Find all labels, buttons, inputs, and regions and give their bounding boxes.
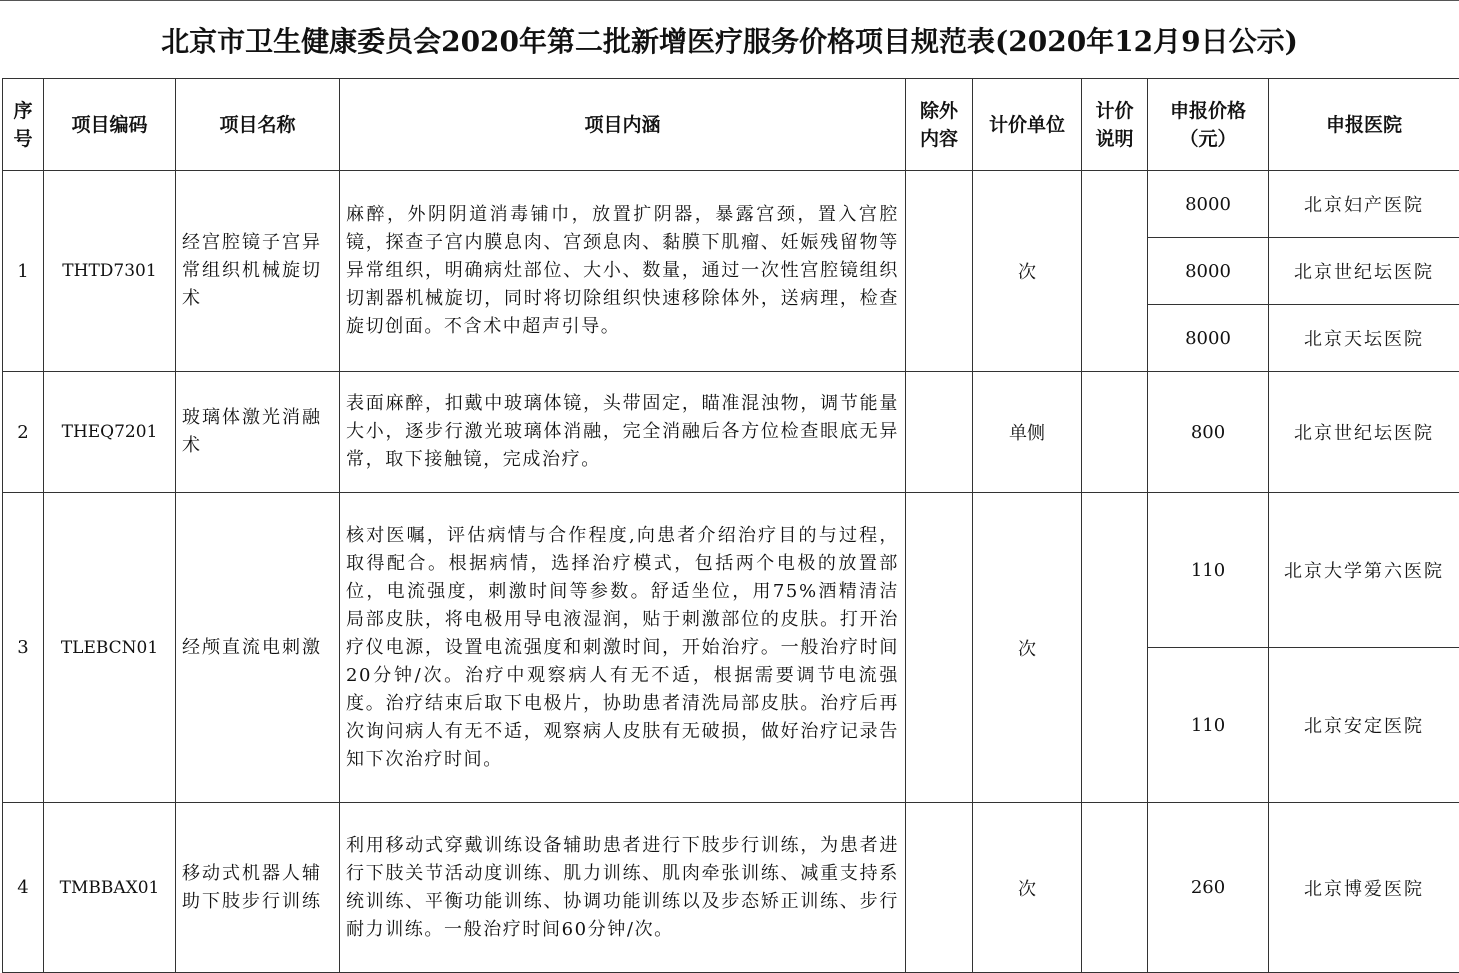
- row-exclusion: [906, 493, 973, 803]
- row-price: 260: [1148, 803, 1269, 973]
- row-hospital: 北京安定医院: [1269, 648, 1459, 803]
- header-price: 申报价格（元）: [1148, 79, 1269, 171]
- header-unit: 计价单位: [973, 79, 1082, 171]
- row-name: 经宫腔镜子宫异常组织机械旋切术: [176, 171, 340, 372]
- header-seq: 序号: [3, 79, 44, 171]
- table-row: [3, 493, 1459, 648]
- row-seq: 4: [3, 803, 44, 973]
- row-price: 8000: [1148, 238, 1269, 305]
- row-name: 玻璃体激光消融术: [176, 372, 340, 493]
- row-seq: 3: [3, 493, 44, 803]
- page-title: 北京市卫生健康委员会2020年第二批新增医疗服务价格项目规范表(2020年12月9日公示): [0, 0, 1459, 78]
- row-note: [1082, 171, 1148, 372]
- row-price: 8000: [1148, 305, 1269, 372]
- header-hospital: 申报医院: [1269, 79, 1459, 171]
- header-content: 项目内涵: [340, 79, 906, 171]
- row-note: [1082, 493, 1148, 803]
- row-content: 表面麻醉，扣戴中玻璃体镜，头带固定，瞄准混浊物，调节能量大小，逐步行激光玻璃体消融，完全消融后各方位检查眼底无异常，取下接触镜，完成治疗。: [340, 372, 906, 493]
- table-row: [3, 171, 1459, 238]
- table-row: [3, 372, 1459, 493]
- row-code: TLEBCN01: [44, 493, 176, 803]
- row-content: 麻醉，外阴阴道消毒铺巾，放置扩阴器，暴露宫颈，置入宫腔镜，探查子宫内膜息肉、宫颈息肉、黏膜下肌瘤、妊娠残留物等异常组织，明确病灶部位、大小、数量，通过一次性宫腔镜组织切割器机械旋切，同时将切除组织快速移除体外，送病理，检查旋切创面。不含术中超声引导。: [340, 171, 906, 372]
- header-note: 计价说明: [1082, 79, 1148, 171]
- row-name: 经颅直流电刺激: [176, 493, 340, 803]
- row-hospital: 北京妇产医院: [1269, 171, 1459, 238]
- row-note: [1082, 372, 1148, 493]
- row-price: 8000: [1148, 171, 1269, 238]
- row-unit: 次: [973, 493, 1082, 803]
- header-exclusion: 除外内容: [906, 79, 973, 171]
- row-price: 800: [1148, 372, 1269, 493]
- row-name: 移动式机器人辅助下肢步行训练: [176, 803, 340, 973]
- row-code: THEQ7201: [44, 372, 176, 493]
- row-price: 110: [1148, 493, 1269, 648]
- row-seq: 1: [3, 171, 44, 372]
- header-row: [3, 79, 1459, 171]
- header-code: 项目编码: [44, 79, 176, 171]
- row-hospital: 北京天坛医院: [1269, 305, 1459, 372]
- row-exclusion: [906, 171, 973, 372]
- row-seq: 2: [3, 372, 44, 493]
- row-unit: 次: [973, 171, 1082, 372]
- row-hospital: 北京博爱医院: [1269, 803, 1459, 973]
- row-code: TMBBAX01: [44, 803, 176, 973]
- row-note: [1082, 803, 1148, 973]
- header-name: 项目名称: [176, 79, 340, 171]
- row-code: THTD7301: [44, 171, 176, 372]
- price-table: [2, 78, 1459, 973]
- row-price: 110: [1148, 648, 1269, 803]
- row-content: 利用移动式穿戴训练设备辅助患者进行下肢步行训练，为患者进行下肢关节活动度训练、肌力训练、肌肉牵张训练、减重支持系统训练、平衡功能训练、协调功能训练以及步态矫正训练、步行耐力训练。一般治疗时间60分钟/次。: [340, 803, 906, 973]
- row-hospital: 北京世纪坛医院: [1269, 372, 1459, 493]
- row-hospital: 北京大学第六医院: [1269, 493, 1459, 648]
- row-content: 核对医嘱，评估病情与合作程度,向患者介绍治疗目的与过程，取得配合。根据病情，选择治疗模式，包括两个电极的放置部位，电流强度，刺激时间等参数。舒适坐位，用75%酒精清洁局部皮肤，将电极用导电液湿润，贴于刺激部位的皮肤。打开治疗仪电源，设置电流强度和刺激时间，开始治疗。一般治疗时间20分钟/次。治疗中观察病人有无不适，根据需要调节电流强度。治疗结束后取下电极片，协助患者清洗局部皮肤。治疗后再次询问病人有无不适，观察病人皮肤有无破损，做好治疗记录告知下次治疗时间。: [340, 493, 906, 803]
- row-exclusion: [906, 803, 973, 973]
- row-unit: 单侧: [973, 372, 1082, 493]
- table-row: [3, 803, 1459, 973]
- row-exclusion: [906, 372, 973, 493]
- row-unit: 次: [973, 803, 1082, 973]
- row-hospital: 北京世纪坛医院: [1269, 238, 1459, 305]
